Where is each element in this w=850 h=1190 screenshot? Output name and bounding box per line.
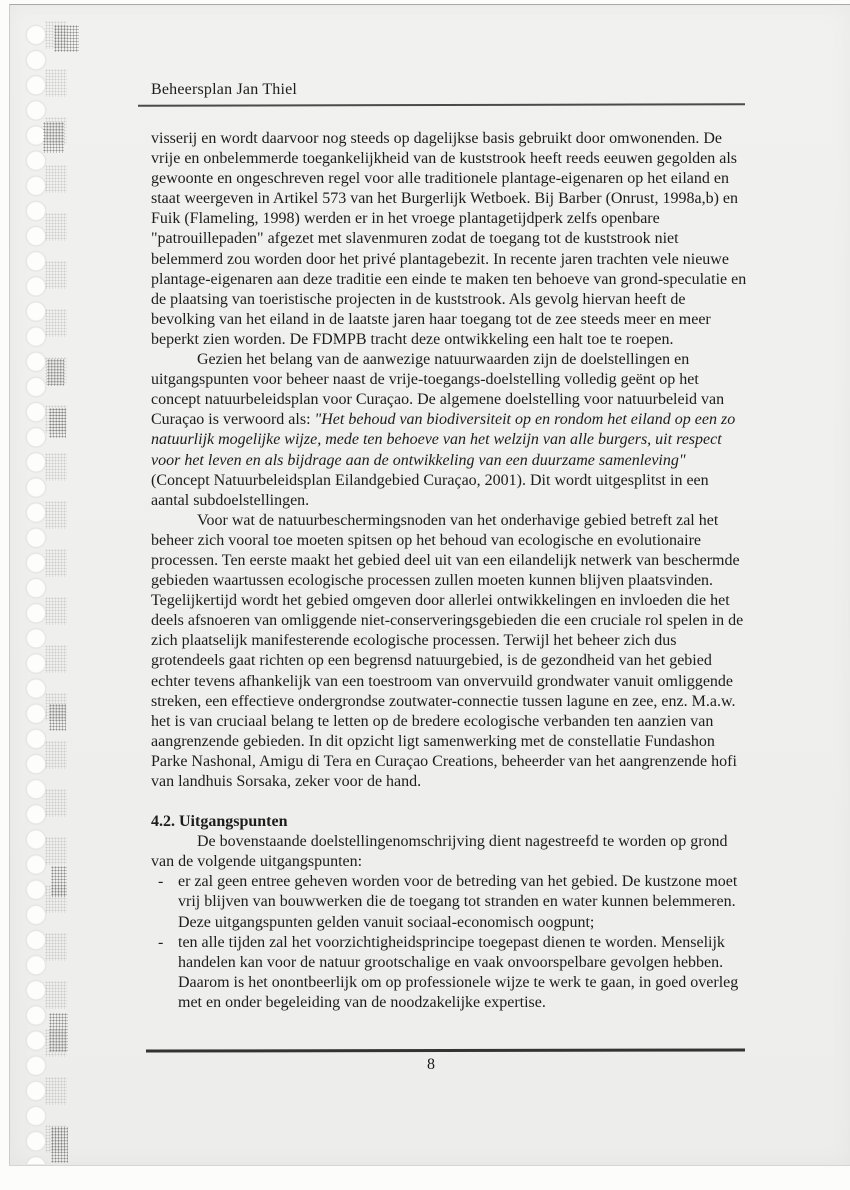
bullet-text: er zal geen entree geheven worden voor de betreding van het gebied. De kustzone moet vrij blijven van bouwwerken die de toegang tot stranden en water kunnen belemmeren. Deze uitgangspunten gelden vanuit sociaal-economisch oogpunt; xyxy=(178,873,738,931)
header-title: Beheersplan Jan Thiel xyxy=(151,81,298,98)
paragraph-policy-objective xyxy=(151,350,748,511)
bullet-text: ten alle tijden zal het voorzichtigheidsprincipe toegepast dienen te worden. Menselijk handelen kan voor de natuur grootschalige en vaak onvoorspelbare gevolgen hebben. Daarom is het onontbeerlijk om op professionele wijze te werk te gaan, in goed overleg met en onder begeleiding van de noodzakelijke expertise. xyxy=(178,933,739,1011)
scan-noise-patch xyxy=(43,122,64,153)
body-text xyxy=(151,129,748,1047)
bullet-item xyxy=(151,933,748,1013)
bullet-marker: - xyxy=(158,933,164,951)
paragraph-policy-pre: Gezien het belang van de aanwezige natuurwaarden zijn de doelstellingen en uitgangspunten voor beheer naast de vrije-toegangs-doelstelling volledig geënt op het concept natuurbeleidsplan voor Curaçao. De algemene doelstelling voor natuurbeleid van Curaçao is verwoord als: xyxy=(151,351,725,429)
footer-rule xyxy=(146,1048,745,1052)
scan-noise-patch xyxy=(51,1127,68,1163)
document-page xyxy=(9,4,850,1166)
management-objective-quote: "Het behoud van biodiversiteit op en rondom het eiland op een zo natuurlijk mogelijke wijze, mede ten behoeve van het welzijn van alle burgers, uit respect voor het leven en als bijdrage aan de ontwikkeling van een duurzame samenleving" xyxy=(151,411,736,469)
bullet-item xyxy=(151,872,748,932)
section-intro: De bovenstaande doelstellingenomschrijving dient nagestreefd te worden op grond van de volgende uitgangspunten: xyxy=(151,833,728,871)
scan-noise-column xyxy=(45,21,67,1167)
scan-noise-patch xyxy=(51,866,67,897)
paragraph-fishing-access: visserij en wordt daarvoor nog steeds op dagelijkse basis gebruikt door omwonenden. De vrije en onbelemmerde toegankelijkheid van de kuststrook heeft reeds eeuwen gegolden als gewoonte en ongeschreven regel voor alle traditionele plantage-eigenaren op het eiland en staat weergeven in Artikel 573 van het Burgerlijk Wetboek. Bij Barber (Onrust, 1998a,b) en Fuik (Flameling, 1998) werden er in het vroege plantagetijdperk zelfs openbare "patrouillepaden" afgezet met slavenmuren zodat de toegang tot de kuststrook niet belemmerd zou worden door het privé plantagebezit. In recente jaren trachten vele nieuwe plantage-eigenaren aan deze traditie een einde te maken ten behoeve van grond-speculatie en de plaatsing van toeristische projecten in de kuststrook. Als gevolg hiervan heeft de bevolking van het eiland in de laatste jaren haar toegang tot de zee steeds meer en meer beperkt zien worden. De FDMPB tracht deze ontwikkeling een halt toe te roepen. xyxy=(151,130,747,348)
scan-noise-patch xyxy=(49,704,66,731)
scan-noise-patch xyxy=(54,25,79,52)
page-number: 8 xyxy=(427,1056,435,1073)
paragraph-policy-post: (Concept Natuurbeleidsplan Eilandgebied Curaçao, 2001). Dit wordt uitgesplitst in een aantal subdoelstellingen. xyxy=(151,471,709,509)
paragraph-conservation-needs: Voor wat de natuurbeschermingsnoden van het onderhavige gebied betreft zal het beheer zich vooral toe moeten spitsen op het behoud van ecologische en evolutionaire processen. Ten eerste maakt het gebied deel uit van een eilandelijk netwerk van beschermde gebieden waartussen ecologische processen zullen moeten kunnen blijven plaatsvinden. Tegelijkertijd wordt het gebied omgeven door allerlei ontwikkelingen en invloeden die het deels afsnoeren van omliggende niet-conserveringsgebieden die een cruciale rol spelen in de zich plaatselijk manifesterende ecologische processen. Terwijl het beheer zich dus grotendeels gaat richten op een begrensd natuurgebied, is de gezondheid van het gebied echter tevens afhankelijk van een toestroom van onvervuild grondwater vanuit omliggende streken, een effectieve ondergrondse zoutwater-connectie tussen lagune en zee, enz. M.a.w. het is van cruciaal belang te letten op de bredere ecologische verbanden ten aanzien van aangrenzende gebieden. In dit opzicht ligt samenwerking met de constellatie Fundashon Parke Nashonal, Amigu di Tera en Curaçao Creations, beheerder van het aangrenzende hofi van landhuis Sorsaka, zeker voor de hand. xyxy=(151,511,744,790)
scan-noise-patch xyxy=(49,1013,68,1052)
scan-noise-patch xyxy=(49,408,66,438)
header-rule xyxy=(138,103,745,107)
bullet-marker: - xyxy=(158,873,164,891)
page-header xyxy=(151,81,297,99)
scan-noise-patch xyxy=(47,359,64,386)
section-heading: 4.2. Uitgangspunten xyxy=(151,813,288,831)
